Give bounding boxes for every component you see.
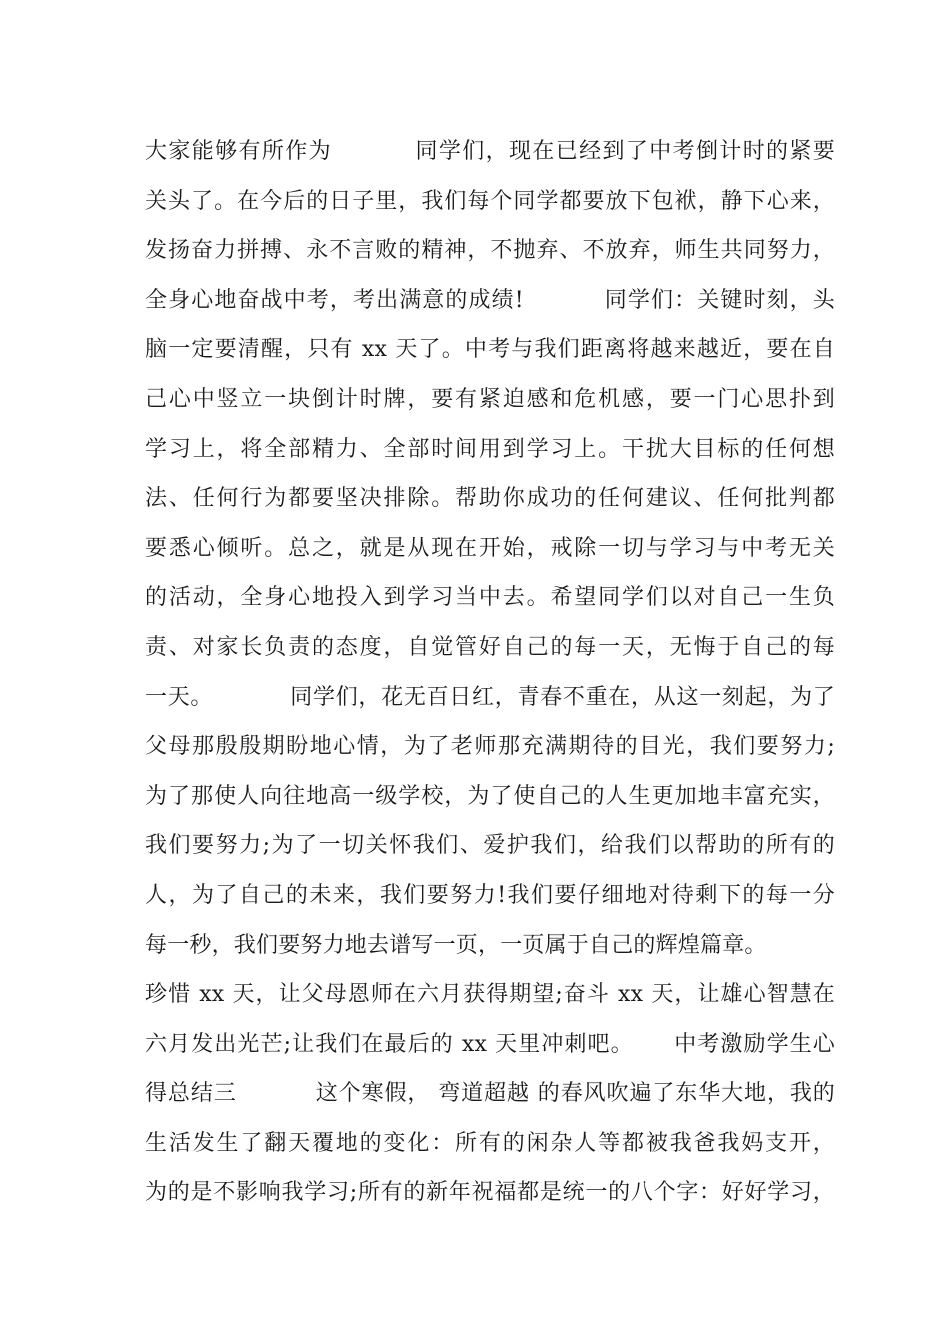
text-line: 珍惜 xx 天，让父母恩师在六月获得期望;奋斗 xx 天，让雄心智慧在 bbox=[145, 982, 835, 1008]
text-line: 为的是不影响我学习;所有的新年祝福都是统一的八个字：好好学习， bbox=[145, 1180, 835, 1206]
text-line: 发扬奋力拼搏、永不言败的精神，不抛弃、不放弃，师生共同努力， bbox=[145, 238, 835, 264]
text-line: 生活发生了翻天覆地的变化：所有的闲杂人等都被我爸我妈支开， bbox=[145, 1130, 835, 1156]
text-line: 父母那殷殷期盼地心情，为了老师那充满期待的目光，我们要努力; bbox=[145, 734, 835, 760]
text-line: 每一秒，我们要努力地去谱写一页，一页属于自己的辉煌篇章。 bbox=[145, 932, 767, 958]
text-line: 要悉心倾听。总之，就是从现在开始，戒除一切与学习与中考无关 bbox=[145, 535, 835, 561]
body-text bbox=[145, 132, 835, 1223]
text-line: 大家能够有所作为 同学们，现在已经到了中考倒计时的紧要 bbox=[145, 139, 835, 164]
text-line: 的活动，全身心地投入到学习当中去。希望同学们以对自己一生负 bbox=[145, 585, 835, 611]
text-line: 法、任何行为都要坚决排除。帮助你成功的任何建议、任何批判都 bbox=[145, 486, 835, 512]
text-line: 为了那使人向往地高一级学校，为了使自己的人生更加地丰富充实， bbox=[145, 783, 835, 809]
text-line: 脑一定要清醒，只有 xx 天了。中考与我们距离将越来越近，要在自 bbox=[145, 337, 835, 363]
text-line: 学习上，将全部精力、全部时间用到学习上。干扰大目标的任何想 bbox=[145, 436, 835, 462]
text-line: 一天。 同学们，花无百日红，青春不重在，从这一刻起，为了 bbox=[145, 684, 835, 710]
text-line: 关头了。在今后的日子里，我们每个同学都要放下包袱，静下心来， bbox=[145, 188, 835, 214]
text-line: 人，为了自己的未来，我们要努力!我们要仔细地对待剩下的每一分 bbox=[145, 882, 835, 908]
text-line: 责、对家长负责的态度，自觉管好自己的每一天，无悔于自己的每 bbox=[145, 634, 835, 660]
text-line: 己心中竖立一块倒计时牌，要有紧迫感和危机感，要一门心思扑到 bbox=[145, 386, 835, 412]
text-line: 全身心地奋战中考，考出满意的成绩! 同学们：关键时刻，头 bbox=[145, 287, 835, 313]
text-line: 得总结三 这个寒假， 弯道超越 的春风吹遍了东华大地，我的 bbox=[145, 1081, 835, 1107]
text-line: 六月发出光芒;让我们在最后的 xx 天里冲刺吧。 中考激励学生心 bbox=[145, 1031, 835, 1057]
text-line: 我们要努力;为了一切关怀我们、爱护我们，给我们以帮助的所有的 bbox=[145, 833, 835, 859]
